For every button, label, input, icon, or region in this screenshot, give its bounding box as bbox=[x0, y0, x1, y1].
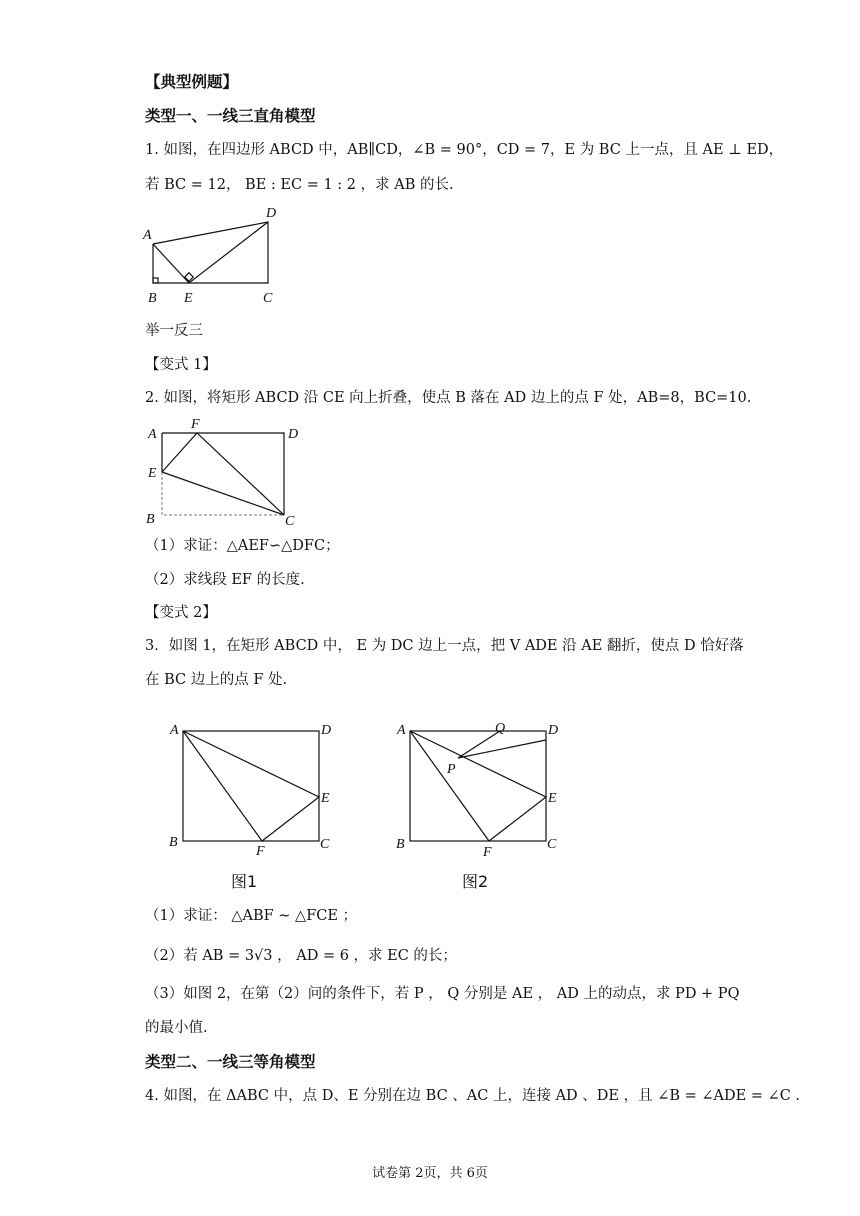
q3f1-label-B: B bbox=[169, 835, 178, 850]
heading-examples: 【典型例题】 bbox=[145, 73, 239, 91]
q3f1-label-A: A bbox=[170, 723, 179, 738]
q3-sub3: （3）如图 2，在第（2）问的条件下，若 P ， Q 分别是 AE ， AD 上的动点，求 PD + PQ bbox=[145, 986, 740, 1002]
q3f2-label-B: B bbox=[396, 837, 405, 852]
q3-sub3b: 的最小值. bbox=[145, 1020, 208, 1036]
q2-sub1: （1）求证：△AEF∽△DFC； bbox=[145, 538, 340, 554]
q3-figure1 bbox=[165, 718, 345, 898]
q2-label-A: A bbox=[148, 427, 157, 442]
q3-figure1-caption: 图1 bbox=[231, 872, 258, 891]
q3-figure2-caption: 图2 bbox=[462, 872, 489, 891]
q3f2-label-Q: Q bbox=[495, 721, 506, 736]
q3f1-label-F: F bbox=[256, 844, 265, 859]
variant1-label: 【变式 1】 bbox=[145, 357, 217, 373]
q1-label-C: C bbox=[263, 291, 273, 306]
q2-label-D: D bbox=[288, 427, 299, 442]
q2-line1: 2. 如图，将矩形 ABCD 沿 CE 向上折叠，使点 B 落在 AD 边上的点 F 处，AB=8，BC=10. bbox=[145, 390, 752, 406]
q3-line2: 在 BC 边上的点 F 处. bbox=[145, 672, 288, 688]
heading-type1: 类型一、一线三直角模型 bbox=[145, 107, 316, 125]
practice-label: 举一反三 bbox=[145, 323, 203, 339]
q3f2-label-E: E bbox=[548, 791, 557, 806]
q3f2-label-A: A bbox=[397, 723, 406, 738]
q2-label-E: E bbox=[148, 466, 157, 481]
variant2-label: 【变式 2】 bbox=[145, 605, 217, 621]
page-footer: 试卷第 2页，共 6页 bbox=[372, 1166, 488, 1181]
q1-label-A: A bbox=[143, 228, 152, 243]
q2-figure bbox=[140, 413, 300, 528]
q2-label-B: B bbox=[146, 512, 155, 527]
q3-line1: 3．如图 1，在矩形 ABCD 中， E 为 DC 边上一点，把 V ADE 沿 AE 翻折，使点 D 恰好落 bbox=[145, 638, 744, 654]
q3f2-label-D: D bbox=[548, 723, 559, 738]
q1-label-E: E bbox=[184, 291, 193, 306]
q1-label-B: B bbox=[148, 291, 157, 306]
q3-figure2 bbox=[392, 718, 572, 898]
heading-type2: 类型二、一线三等角模型 bbox=[145, 1053, 316, 1071]
q3-sub1: （1）求证： △ABF ∼ △FCE ； bbox=[145, 908, 358, 924]
q3f1-label-C: C bbox=[320, 837, 330, 852]
q1-line1: 1. 如图，在四边形 ABCD 中，AB∥CD，∠B = 90°，CD = 7，E 为 BC 上一点，且 AE ⊥ ED， bbox=[145, 142, 784, 158]
q1-label-D: D bbox=[266, 206, 277, 221]
q2-label-C: C bbox=[285, 514, 295, 529]
q3f2-label-C: C bbox=[547, 837, 557, 852]
q1-line2: 若 BC = 12， BE : EC = 1 : 2 ，求 AB 的长. bbox=[145, 177, 454, 193]
q3f2-label-F: F bbox=[483, 845, 492, 860]
q2-label-F: F bbox=[191, 417, 200, 432]
q1-figure bbox=[140, 202, 290, 307]
q3-sub2: （2）若 AB = 3√3 ， AD = 6 ，求 EC 的长； bbox=[145, 948, 457, 964]
q3f1-label-D: D bbox=[321, 723, 332, 738]
q3f1-label-E: E bbox=[321, 791, 330, 806]
q4-line1: 4. 如图，在 ΔABC 中，点 D、E 分别在边 BC 、AC 上，连接 AD 、DE ，且 ∠B = ∠ADE = ∠C . bbox=[145, 1088, 801, 1104]
q3f2-label-P: P bbox=[447, 762, 456, 777]
q2-sub2: （2）求线段 EF 的长度. bbox=[145, 572, 305, 588]
